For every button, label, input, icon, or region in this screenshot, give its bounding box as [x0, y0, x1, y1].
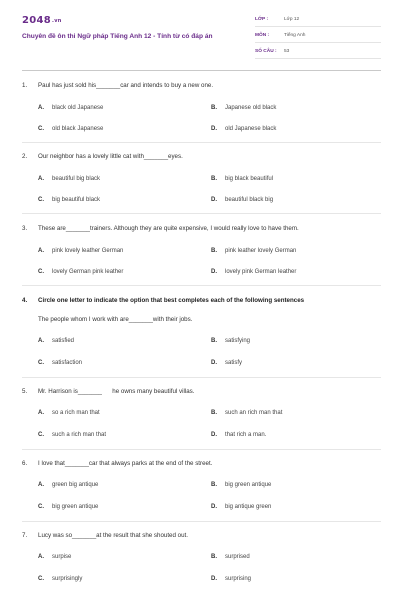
question-number: 3.	[22, 225, 28, 232]
logo-suffix: .vn	[52, 18, 62, 24]
option-d[interactable]	[211, 126, 276, 132]
option-d[interactable]	[211, 197, 273, 203]
meta-grade-key: LỚP :	[255, 17, 269, 22]
option-c[interactable]	[38, 504, 98, 510]
option-d[interactable]	[211, 504, 271, 510]
question-separator	[22, 521, 381, 522]
logo-text: 2048	[22, 15, 52, 26]
option-letter: A.	[38, 410, 44, 416]
option-letter: D.	[211, 576, 217, 582]
question-instruction: Circle one letter to indicate the option that best completes each of the following sentences	[38, 297, 305, 304]
option-text: surprised	[225, 554, 250, 560]
option-text: old Japanese black	[225, 126, 277, 132]
option-a[interactable]	[38, 338, 74, 344]
option-b[interactable]	[211, 105, 276, 111]
option-b[interactable]	[211, 554, 250, 560]
option-text: big green antique	[52, 504, 99, 510]
option-letter: D.	[211, 432, 217, 438]
question-stem	[22, 153, 183, 160]
option-d[interactable]	[211, 576, 251, 582]
document-title: Chuyên đề ôn thi Ngữ pháp Tiếng Anh 12 - Tính từ có đáp án	[22, 33, 213, 40]
option-letter: C.	[38, 360, 44, 366]
option-c[interactable]	[38, 360, 82, 366]
option-letter: C.	[38, 576, 44, 582]
option-d[interactable]	[211, 432, 266, 438]
question-text: Paul has just sold his_______car and intends to buy a new one.	[38, 82, 214, 89]
question-separator	[22, 285, 381, 286]
option-d[interactable]	[211, 269, 296, 275]
question-separator	[22, 377, 381, 378]
option-letter: B.	[211, 248, 217, 254]
question-number: 1.	[22, 82, 28, 89]
option-letter: C.	[38, 504, 44, 510]
meta-subject-value: Tiếng Anh	[284, 33, 306, 38]
option-letter: A.	[38, 482, 44, 488]
question-separator	[22, 449, 381, 450]
question-stem	[22, 460, 212, 467]
option-text: surpise	[52, 554, 72, 560]
option-a[interactable]	[38, 410, 100, 416]
option-text: beautiful big black	[52, 176, 101, 182]
site-logo[interactable]	[22, 15, 62, 26]
question-text: Our neighbor has a lovely little cat with_______eyes.	[38, 153, 183, 160]
option-letter: D.	[211, 360, 217, 366]
option-letter: B.	[211, 176, 217, 182]
option-c[interactable]	[38, 197, 100, 203]
question-separator	[22, 213, 381, 214]
document-header	[0, 0, 400, 70]
option-c[interactable]	[38, 126, 103, 132]
header-divider	[22, 70, 381, 71]
question-text: Mr. Harrison is_______ he owns many beautiful villas.	[38, 388, 195, 395]
question-separator	[22, 142, 381, 143]
option-text: black old Japanese	[52, 105, 104, 111]
option-a[interactable]	[38, 176, 100, 182]
meta-count	[255, 46, 381, 59]
option-letter: A.	[38, 338, 44, 344]
question-stem	[22, 82, 213, 89]
option-b[interactable]	[211, 410, 282, 416]
option-text: lovely German pink leather	[52, 269, 124, 275]
option-b[interactable]	[211, 338, 250, 344]
option-text: pink lovely leather German	[52, 248, 124, 254]
option-c[interactable]	[38, 576, 82, 582]
option-a[interactable]	[38, 248, 123, 254]
question-number: 4.	[22, 297, 28, 304]
option-letter: B.	[211, 410, 217, 416]
option-letter: D.	[211, 197, 217, 203]
option-text: pink leather lovely German	[225, 248, 297, 254]
option-text: beautiful black big	[225, 197, 274, 203]
option-text: such a rich man that	[52, 432, 107, 438]
option-letter: A.	[38, 248, 44, 254]
question-text: Lucy was so_______at the result that she shouted out.	[38, 532, 188, 539]
option-letter: C.	[38, 269, 44, 275]
question-number: 7.	[22, 532, 28, 539]
option-letter: C.	[38, 126, 44, 132]
option-letter: D.	[211, 126, 217, 132]
option-c[interactable]	[38, 269, 123, 275]
meta-grade	[255, 14, 381, 27]
option-a[interactable]	[38, 482, 98, 488]
option-text: green big antique	[52, 482, 99, 488]
option-b[interactable]	[211, 482, 271, 488]
meta-subject	[255, 30, 381, 43]
option-letter: B.	[211, 338, 217, 344]
question-text: I love that_______car that always parks at the end of the street.	[38, 460, 213, 467]
option-letter: C.	[38, 432, 44, 438]
question-text: The people whom I work with are_______with their jobs.	[38, 316, 193, 323]
option-text: lovely pink German leather	[225, 269, 297, 275]
option-letter: D.	[211, 269, 217, 275]
option-letter: D.	[211, 504, 217, 510]
question-number: 6.	[22, 460, 28, 467]
option-text: satisfying	[225, 338, 251, 344]
question-text: These are_______trainers. Although they are quite expensive, I would really love to have them.	[38, 225, 299, 232]
option-c[interactable]	[38, 432, 106, 438]
question-number: 5.	[22, 388, 28, 395]
option-text: so a rich man that	[52, 410, 100, 416]
option-b[interactable]	[211, 176, 273, 182]
option-letter: B.	[211, 482, 217, 488]
question-number: 2.	[22, 153, 28, 160]
option-text: surprisingly	[52, 576, 83, 582]
option-text: big beautiful black	[52, 197, 101, 203]
option-text: old black Japanese	[52, 126, 104, 132]
question-stem	[22, 297, 304, 304]
option-text: Japanese old black	[225, 105, 277, 111]
meta-subject-key: MÔN :	[255, 33, 270, 38]
option-b[interactable]	[211, 248, 296, 254]
option-text: big antique green	[225, 504, 272, 510]
question-stem	[22, 225, 299, 232]
meta-grade-value: Lớp 12	[284, 17, 300, 22]
option-letter: A.	[38, 554, 44, 560]
option-letter: C.	[38, 197, 44, 203]
option-letter: B.	[211, 105, 217, 111]
meta-count-key: SỐ CÂU :	[255, 49, 277, 54]
question-stem	[22, 388, 194, 395]
option-a[interactable]	[38, 105, 103, 111]
option-text: that rich a man.	[225, 432, 267, 438]
option-text: satisfied	[52, 338, 75, 344]
option-text: such an rich man that	[225, 410, 283, 416]
option-letter: A.	[38, 105, 44, 111]
meta-count-value: 53	[284, 49, 290, 54]
option-text: big black beautiful	[225, 176, 274, 182]
question-stem	[22, 532, 188, 539]
option-d[interactable]	[211, 360, 242, 366]
option-text: big green antique	[225, 482, 272, 488]
option-a[interactable]	[38, 554, 71, 560]
option-text: surprising	[225, 576, 252, 582]
option-text: satisfaction	[52, 360, 83, 366]
option-text: satisfy	[225, 360, 243, 366]
option-letter: A.	[38, 176, 44, 182]
option-letter: B.	[211, 554, 217, 560]
